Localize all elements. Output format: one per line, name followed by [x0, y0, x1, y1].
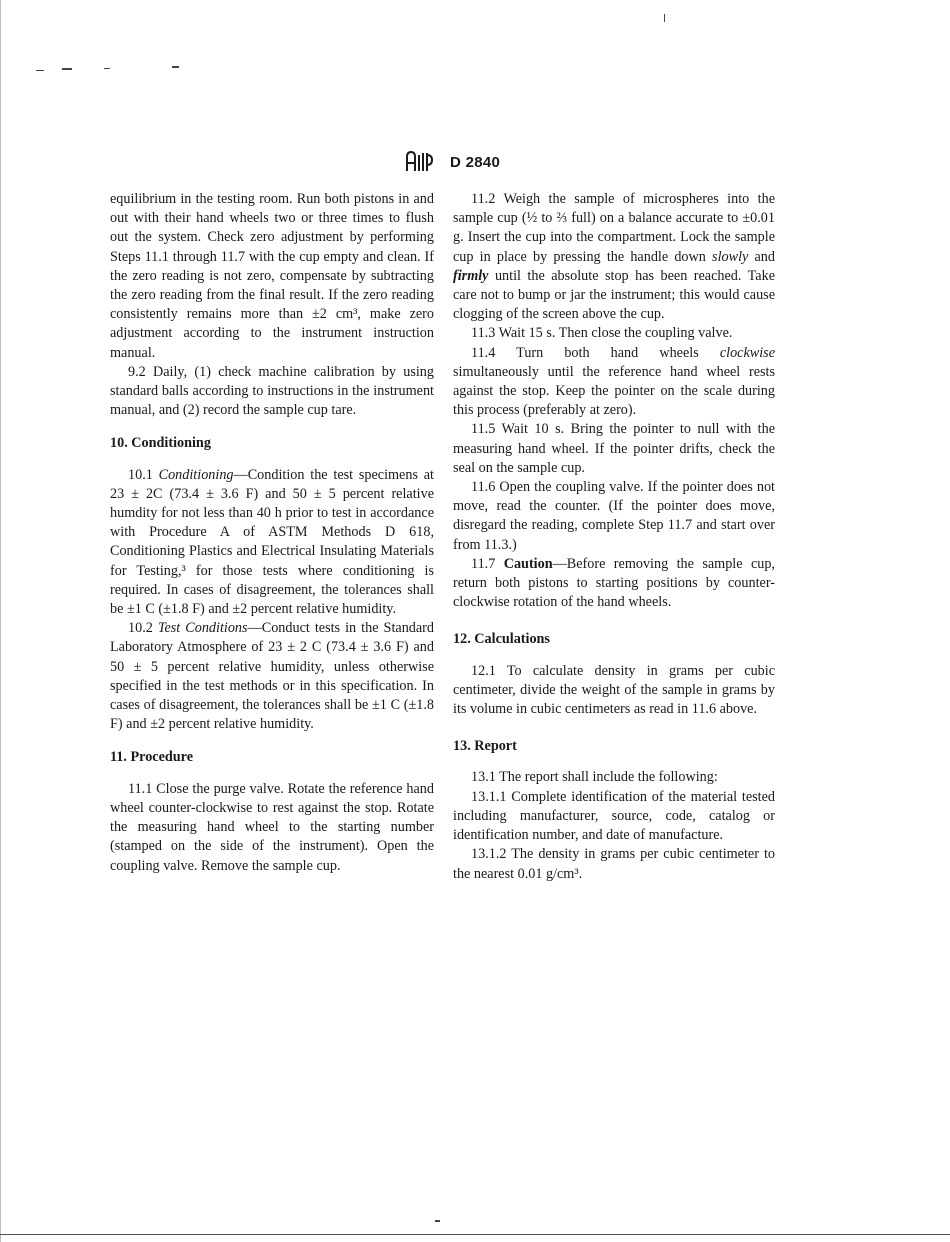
scan-speck	[36, 70, 44, 71]
paragraph-12-1: 12.1 To calculate density in grams per cubic centimeter, divide the weight of the sample in grams by its volume in cubic centimeters as read in 11.6 above.	[453, 662, 775, 718]
scan-speck	[435, 1220, 440, 1222]
section-10-heading: 10. Conditioning	[110, 435, 211, 452]
section-12-heading: 12. Calculations	[453, 631, 550, 648]
astm-logo-icon	[404, 149, 434, 175]
paragraph-9-1-cont: equilibrium in the testing room. Run both pistons in and out with their hand wheels two or three times to flush out the system. Check zero adjustment by performing Steps 11.1 through 11.7 with the cup empty and clean. If the zero reading is not zero, compensate by subtracting the zero reading from the final result. If the zero reading consistently remains more than ±2 cm³, make zero adjustment according to the instrument instruction manual.	[110, 191, 434, 361]
standard-designation: D 2840	[450, 153, 501, 171]
paragraph-11-1: 11.1 Close the purge valve. Rotate the reference hand wheel counter-clockwise to rest against the stop. Rotate the measuring hand wheel to the starting number (stamped on the side of the instrument). Open the coupling valve. Remove the sample cup.	[110, 780, 434, 874]
paragraph-13-1: 13.1 The report shall include the following:	[471, 769, 718, 786]
section-13-heading: 13. Report	[453, 738, 517, 755]
paragraph-11-5: 11.5 Wait 10 s. Bring the pointer to null with the measuring hand wheel. If the pointer drifts, check the seal on the sample cup.	[453, 421, 775, 476]
left-column	[110, 190, 434, 876]
paragraph-9-2: 9.2 Daily, (1) check machine calibration by using standard balls according to instructions in the instrument manual, and (2) record the sample cup tare.	[110, 363, 434, 419]
paragraph-11-6: 11.6 Open the coupling valve. If the pointer does not move, read the counter. (If the pointer does move, disregard the reading, complete Step 11.7 and start over from 11.3.)	[453, 479, 775, 553]
paragraph-13-1-2: 13.1.2 The density in grams per cubic centimeter to the nearest 0.01 g/cm³.	[453, 846, 775, 882]
page-header	[404, 148, 500, 176]
paragraph-11-3: 11.3 Wait 15 s. Then close the coupling valve.	[471, 325, 733, 342]
section-11-heading: 11. Procedure	[110, 749, 194, 766]
paragraph-11-4: 11.4 Turn both hand wheels clockwise simultaneously until the reference hand wheel rests against the stop. Keep the pointer on the scale during this process (preferably at zero).	[453, 344, 775, 419]
right-column	[453, 190, 775, 884]
paragraph-11-2: 11.2 Weigh the sample of microspheres into the sample cup (½ to ⅔ full) on a balance accurate to ±0.01 g. Insert the cup into the compartment. Lock the sample cup in place by pressing the handle down slowly and firmly until the absolute stop has been reached. Take care not to bump or jar the instrument; this would cause clogging of the screen above the cup.	[453, 191, 775, 323]
paragraph-13-1-1: 13.1.1 Complete identification of the material tested including manufacturer, source, code, catalog or identification number, and date of manufacture.	[453, 788, 775, 844]
scan-speck	[104, 68, 110, 69]
scan-edge	[0, 0, 1, 1242]
paragraph-11-7: 11.7 Caution—Before removing the sample cup, return both pistons to starting positions by counter-clockwise rotation of the hand wheels.	[453, 555, 775, 611]
paragraph-10-1: 10.1 Conditioning—Condition the test specimens at 23 ± 2C (73.4 ± 3.6 F) and 50 ± 5 percent relative humdity for not less than 40 h prior to test in accordance with Procedure A of ASTM Methods D 618, Conditioning Plastics and Electrical Insulating Materials for Testing,³ for those tests where conditioning is required. In cases of disagreement, the tolerances shall be ±1 C (±1.8 F) and ±2 percent relative humidity.	[110, 466, 434, 618]
scan-speck	[664, 14, 665, 22]
scan-bottom-line	[0, 1234, 950, 1235]
scan-speck	[172, 66, 179, 68]
paragraph-10-2: 10.2 Test Conditions—Conduct tests in the Standard Laboratory Atmosphere of 23 ± 2 C (73.4 ± 3.6 F) and 50 ± 5 percent relative humidity, unless otherwise specified in the test methods or in this specification. In cases of disagreement, the tolerances shall be ±1 C (±1.8 F) and ±2 percent relative humidity.	[110, 620, 434, 733]
scan-speck	[62, 68, 72, 70]
